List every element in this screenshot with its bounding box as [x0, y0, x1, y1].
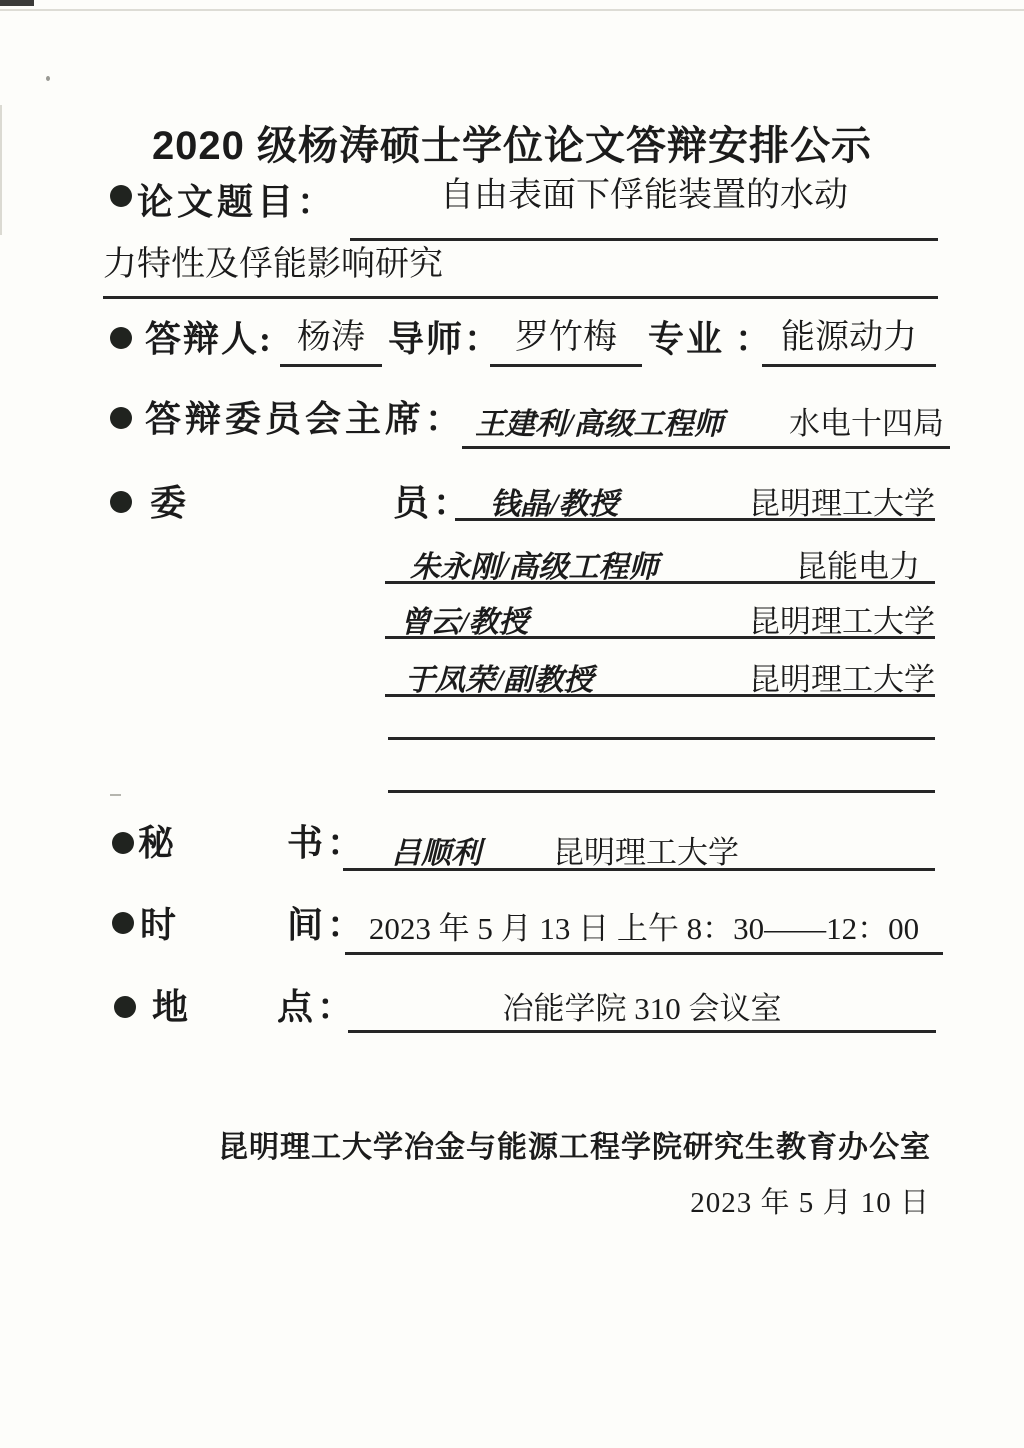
committee-chair-affiliation: 水电十四局 [789, 406, 944, 441]
bullet-dot-icon [110, 185, 132, 207]
bullet-dot-icon [110, 407, 132, 429]
thesis-title-line1-text: 自由表面下俘能装置的水动 [440, 177, 848, 214]
major-label: 专业 ： [648, 319, 774, 359]
empty-signature-line [388, 790, 935, 793]
scan-dash-artifact [110, 794, 121, 796]
scan-speck-artifact [46, 76, 50, 81]
secretary-field [343, 827, 935, 871]
thesis-title-line2-text: 力特性及俘能影响研究 [103, 246, 443, 283]
thesis-title-label: 论文题目： [137, 182, 338, 222]
committee-chair-field [462, 398, 950, 449]
committee-member-name: 曾云/教授 [400, 606, 529, 639]
committee-member-name: 钱晶/教授 [490, 488, 619, 521]
scan-edge-artifact [0, 9, 1024, 11]
issue-date: 2023 年 5 月 10 日 [690, 1187, 930, 1219]
time-label-part1: 时 [140, 905, 181, 945]
thesis-title-line1-field [350, 176, 938, 241]
committee-chair-name: 王建利/高级工程师 [475, 408, 724, 441]
advisor-label: 导师： [388, 319, 503, 359]
issuing-office: 昆明理工大学冶金与能源工程学院研究生教育办公室 [218, 1131, 931, 1164]
committee-member-row [385, 596, 935, 639]
defender-label: 答辩人: [145, 319, 273, 359]
time-field [345, 910, 943, 955]
major-name-field [762, 318, 936, 367]
committee-members-label-part2: 员： [393, 483, 474, 523]
major-name-text: 能源动力 [781, 319, 917, 356]
committee-member-row [385, 541, 935, 584]
thesis-title-line2-field [103, 245, 938, 299]
secretary-affiliation: 昆明理工大学 [553, 835, 739, 870]
time-value: 2023 年 5 月 13 日 上午 8：30——12：00 [368, 911, 920, 946]
place-label-part1: 地 [152, 987, 193, 1027]
committee-member-affiliation: 昆明理工大学 [749, 604, 935, 639]
committee-member-row [455, 478, 935, 521]
scan-corner-artifact [0, 0, 34, 6]
secretary-label-part1: 秘 [138, 823, 179, 863]
committee-members-label-part1: 委 [150, 483, 191, 523]
empty-signature-line [388, 737, 935, 740]
bullet-dot-icon [110, 327, 132, 349]
bullet-dot-icon [112, 912, 134, 934]
bullet-dot-icon [114, 996, 136, 1018]
committee-member-affiliation: 昆明理工大学 [749, 662, 935, 697]
committee-member-affiliation: 昆能电力 [796, 549, 920, 584]
time-label-part2: 间： [287, 905, 368, 945]
place-field [348, 990, 936, 1033]
defender-name-field [280, 318, 382, 367]
advisor-name-field [490, 318, 642, 367]
secretary-name: 吕顺利 [391, 837, 481, 870]
committee-chair-label: 答辩委员会主席： [145, 399, 466, 439]
place-value: 冶能学院 310 会议室 [502, 991, 782, 1026]
bullet-dot-icon [112, 832, 134, 854]
secretary-label-part2: 书： [287, 823, 368, 863]
committee-member-name: 于凤荣/副教授 [405, 664, 594, 697]
advisor-name-text: 罗竹梅 [515, 319, 617, 356]
committee-member-name: 朱永刚/高级工程师 [410, 551, 659, 584]
page-title: 2020 级杨涛硕士学位论文答辩安排公示 [151, 124, 873, 168]
committee-member-row [385, 654, 935, 697]
bullet-dot-icon [110, 491, 132, 513]
committee-member-affiliation: 昆明理工大学 [749, 486, 935, 521]
place-label-part2: 点： [277, 987, 358, 1027]
defender-name-text: 杨涛 [297, 319, 365, 356]
